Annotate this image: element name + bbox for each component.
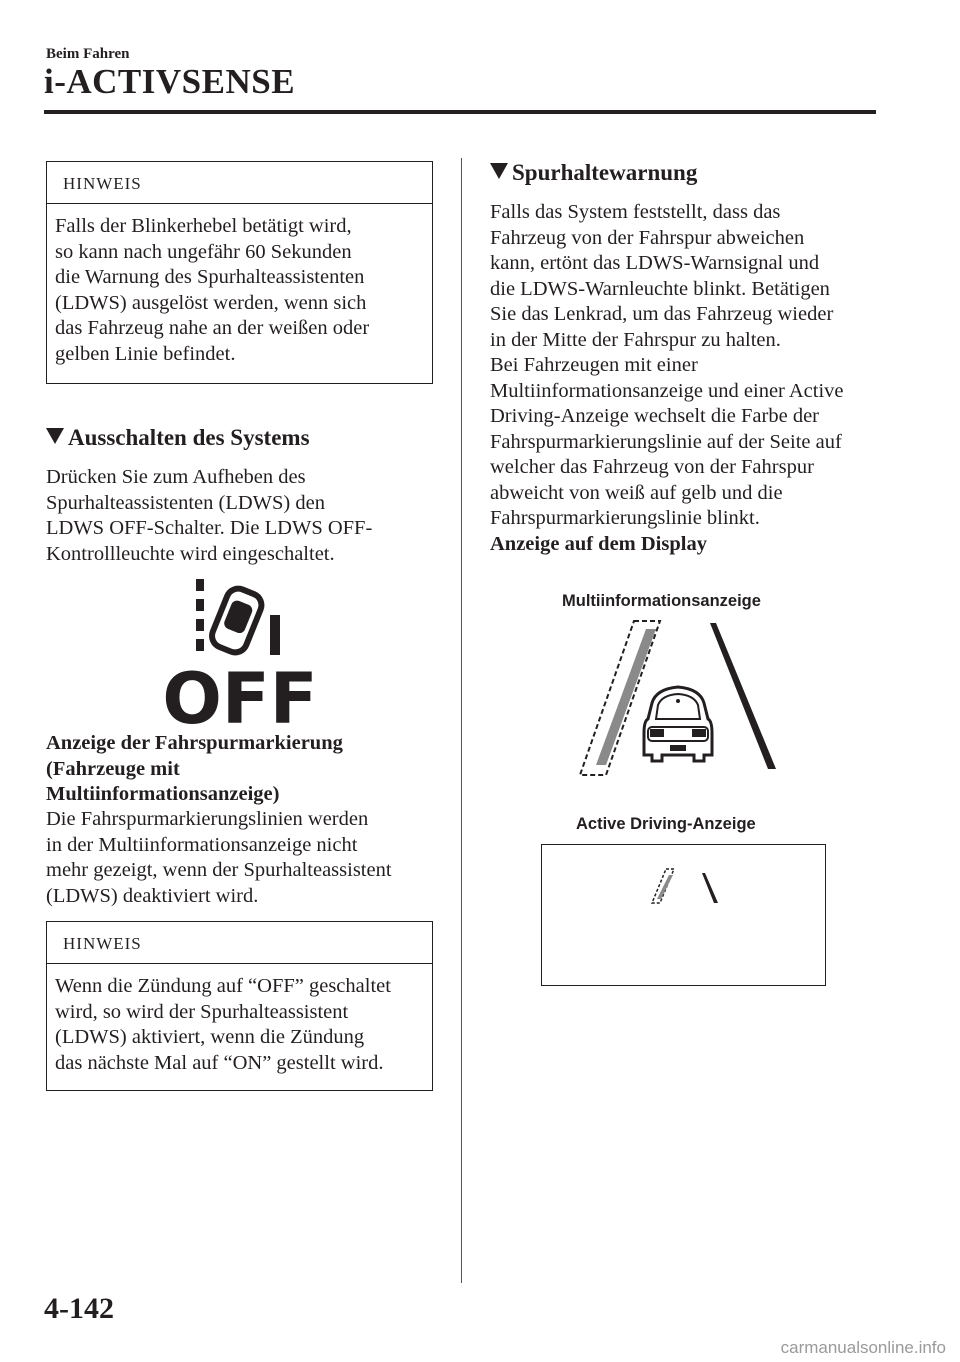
note-line: (LDWS) ausgelöst werden, wenn sich: [55, 291, 367, 314]
triangle-bullet-icon: [46, 428, 64, 444]
text-line: kann, ertönt das LDWS-Warnsignal und: [490, 252, 820, 274]
text-line: Sie das Lenkrad, um das Fahrzeug wieder: [490, 303, 834, 325]
text-line: Fahrzeug von der Fahrspur abweichen: [490, 226, 805, 249]
note-line: die Warnung des Spurhalteassistenten: [55, 266, 365, 288]
text-line: Kontrollleuchte wird eingeschaltet.: [46, 542, 335, 565]
text-line: mehr gezeigt, wenn der Spurhalteassistent: [46, 859, 392, 881]
lane-departure-graphic: [570, 615, 790, 780]
subsection-title: [46, 731, 343, 808]
section-label: Beim Fahren: [46, 46, 130, 62]
title-line: (Fahrzeuge mit: [46, 757, 180, 780]
note-line: gelben Linie befindet.: [55, 342, 236, 365]
title-line: Multiinformationsanzeige): [46, 783, 280, 805]
note-box-1: [46, 161, 433, 384]
figure-label-multiinfo: Multiinformationsanzeige: [562, 592, 761, 610]
note-title: HINWEIS: [47, 162, 432, 204]
car-icon: [644, 687, 712, 761]
text-line: die LDWS-Warnleuchte blinkt. Betätigen: [490, 277, 830, 300]
text-line: Fahrspurmarkierungslinie auf der Seite auf: [490, 430, 842, 453]
triangle-bullet-icon: [490, 163, 508, 179]
header-rule: [44, 110, 876, 114]
text-line: Multiinformationsanzeige und einer Active: [490, 379, 844, 402]
text-line: Falls das System feststellt, dass das: [490, 201, 781, 223]
multiinfo-display-graphic: [570, 615, 790, 780]
text-line: Die Fahrspurmarkierungslinien werden: [46, 808, 369, 830]
text-line: abweicht von weiß auf gelb und die: [490, 481, 783, 504]
note-line: das Fahrzeug nahe an der weißen oder: [55, 317, 370, 339]
heading-text: Ausschalten des Systems: [68, 425, 310, 450]
note-box-2: [46, 921, 433, 1091]
note-title: HINWEIS: [47, 922, 432, 964]
ldws-off-graphic: [162, 577, 318, 740]
note-line: Falls der Blinkerhebel betätigt wird,: [55, 215, 352, 237]
note-text: [47, 204, 432, 367]
column-divider: [461, 158, 462, 1283]
note-line: Wenn die Zündung auf “OFF” geschaltet: [55, 975, 391, 997]
text-line: Fahrspurmarkierungslinie blinkt.: [490, 507, 760, 529]
ldws-off-indicator-icon: [162, 577, 318, 740]
active-driving-display-frame: [541, 844, 826, 986]
note-line: so kann nach ungefähr 60 Sekunden: [55, 240, 352, 263]
title-line: Anzeige der Fahrspurmarkierung: [46, 732, 343, 754]
text-line: Bei Fahrzeugen mit einer: [490, 354, 698, 376]
subsection-text: [46, 807, 392, 909]
active-driving-lane-graphic: [542, 845, 825, 985]
off-indicator-text: OFF: [162, 658, 318, 740]
warning-text: [490, 200, 844, 557]
text-line: LDWS OFF-Schalter. Die LDWS OFF-: [46, 517, 373, 539]
note-text: [47, 964, 432, 1076]
text-line: Drücken Sie zum Aufheben des: [46, 466, 306, 488]
text-line: (LDWS) deaktiviert wird.: [46, 884, 259, 907]
page-number: 4-142: [44, 1292, 114, 1325]
watermark-text: carmanualsonline.info: [780, 1338, 946, 1357]
text-line: welcher das Fahrzeug von der Fahrspur: [490, 456, 814, 478]
heading-text: Spurhaltewarnung: [512, 160, 698, 185]
note-line: das nächste Mal auf “ON” gestellt wird.: [55, 1051, 384, 1074]
display-heading: Anzeige auf dem Display: [490, 532, 707, 555]
figure-label-active-driving: Active Driving-Anzeige: [576, 815, 756, 833]
section-heading-off: [46, 425, 310, 451]
text-line: Driving-Anzeige wechselt die Farbe der: [490, 405, 820, 427]
note-line: (LDWS) aktiviert, wenn die Zündung: [55, 1026, 365, 1048]
text-line: Spurhalteassistenten (LDWS) den: [46, 491, 325, 514]
note-line: wird, so wird der Spurhalteassistent: [55, 1000, 349, 1023]
chapter-title: i-ACTIVSENSE: [44, 62, 296, 101]
section-heading-warning: [490, 160, 697, 186]
text-line: in der Multiinformationsanzeige nicht: [46, 833, 358, 856]
text-line: in der Mitte der Fahrspur zu halten.: [490, 328, 781, 351]
section-off-text: [46, 465, 372, 567]
